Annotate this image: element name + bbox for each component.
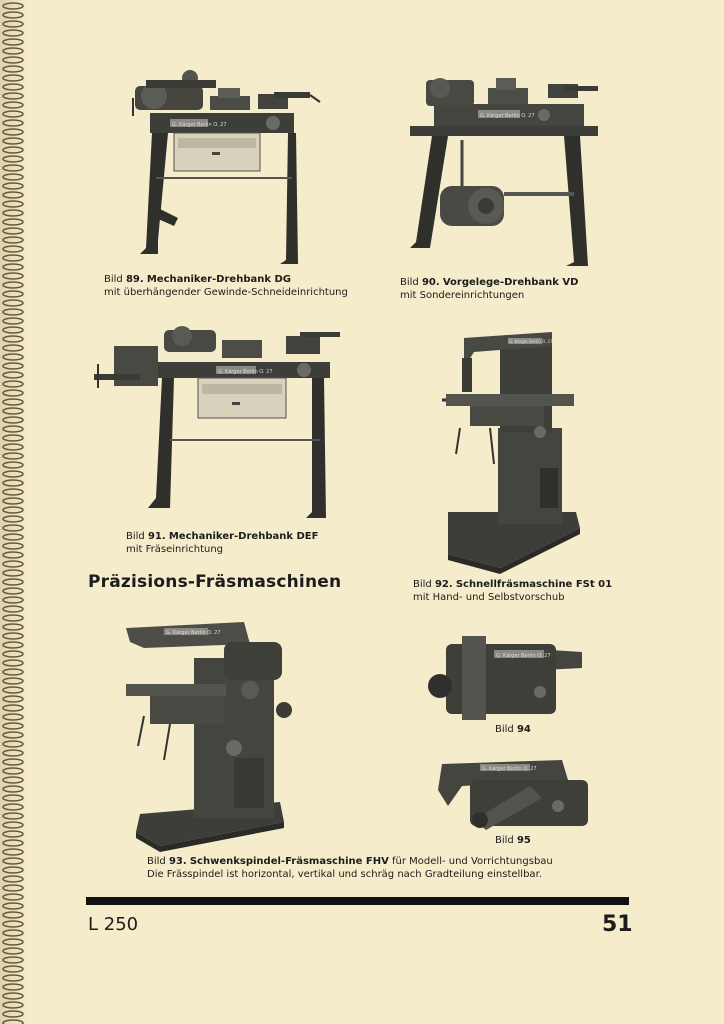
spiral-coil: [3, 39, 23, 45]
spiral-coil: [3, 255, 23, 261]
spiral-coil: [3, 876, 23, 882]
spiral-coil: [3, 552, 23, 558]
spiral-coil: [3, 741, 23, 747]
spiral-coil: [3, 561, 23, 567]
figure-title-suffix: für Modell- und Vorrichtungsbau: [392, 856, 553, 867]
spiral-coil: [3, 984, 23, 990]
figure-title: Schnellfräsmaschine FSt 01: [455, 579, 613, 590]
spiral-coil: [3, 660, 23, 666]
spiral-coil: [3, 669, 23, 675]
spiral-coil: [3, 777, 23, 783]
figure-91-image: [90, 322, 346, 522]
figure-number: 93.: [168, 856, 187, 867]
figure-94-plate: G. Kärger Berlin O. 27: [496, 653, 551, 659]
spiral-coil: [3, 642, 23, 648]
spiral-coil: [3, 948, 23, 954]
figure-95-image: [434, 746, 592, 830]
figure-89-plate: G. Kärger Berlin O. 27: [172, 122, 227, 128]
figure-90-caption: [400, 276, 578, 302]
figure-91-caption: [126, 530, 318, 556]
spiral-coil: [3, 795, 23, 801]
figure-title: Schwenkspindel-Fräsmaschine FHV: [189, 856, 389, 867]
spiral-coil: [3, 84, 23, 90]
spiral-coil: [3, 174, 23, 180]
figure-93-caption: [147, 855, 553, 881]
figure-number: 89.: [125, 274, 144, 285]
spiral-coil: [3, 939, 23, 945]
spiral-coil: [3, 606, 23, 612]
spiral-coil: [3, 219, 23, 225]
spiral-coil: [3, 813, 23, 819]
spiral-coil: [3, 183, 23, 189]
spiral-coil: [3, 624, 23, 630]
spiral-coil: [3, 912, 23, 918]
spiral-coil: [3, 327, 23, 333]
spiral-coil: [3, 993, 23, 999]
spiral-coil: [3, 822, 23, 828]
spiral-coil: [3, 471, 23, 477]
figure-90-image: [404, 66, 604, 272]
spiral-coil: [3, 1011, 23, 1017]
spiral-coil: [3, 390, 23, 396]
caption-prefix: Bild: [400, 277, 419, 288]
spiral-coil: [3, 372, 23, 378]
spiral-coil: [3, 192, 23, 198]
footer-rule: [86, 897, 629, 905]
spiral-coil: [3, 354, 23, 360]
figure-89-caption: [104, 273, 348, 299]
spiral-coil: [3, 453, 23, 459]
spiral-coil: [3, 597, 23, 603]
spiral-coil: [3, 201, 23, 207]
spiral-coil: [3, 957, 23, 963]
spiral-coil: [3, 120, 23, 126]
figure-90-plate: G. Kärger Berlin O. 27: [480, 113, 535, 119]
caption-prefix: Bild: [147, 856, 166, 867]
figure-92-plate: G. Kärger Berlin O. 27: [509, 339, 553, 344]
caption-prefix: Bild: [495, 724, 514, 735]
spiral-coil: [3, 345, 23, 351]
spiral-coil: [3, 48, 23, 54]
spiral-coil: [3, 921, 23, 927]
spiral-coil: [3, 318, 23, 324]
figure-94-image: [426, 626, 586, 722]
spiral-coil: [3, 165, 23, 171]
figure-92-image: [440, 328, 584, 574]
figure-number: 90.: [421, 277, 440, 288]
figure-title: Mechaniker-Drehbank DG: [146, 274, 291, 285]
spiral-coil: [3, 129, 23, 135]
spiral-coil: [3, 858, 23, 864]
spiral-coil: [3, 147, 23, 153]
figure-number: 92.: [434, 579, 453, 590]
spiral-coil: [3, 516, 23, 522]
spiral-coil: [3, 633, 23, 639]
section-heading: Präzisions-Fräsmaschinen: [88, 572, 342, 592]
caption-prefix: Bild: [495, 835, 514, 846]
figure-number: 95: [516, 835, 531, 846]
spiral-coil: [3, 714, 23, 720]
spiral-coil: [3, 336, 23, 342]
spiral-coil: [3, 21, 23, 27]
spiral-coil: [3, 525, 23, 531]
spiral-coil: [3, 111, 23, 117]
spiral-coil: [3, 273, 23, 279]
caption-prefix: Bild: [126, 531, 145, 542]
spiral-coil: [3, 102, 23, 108]
spiral-coil: [3, 894, 23, 900]
figure-95-plate: G. Kärger Berlin O. 27: [482, 766, 537, 772]
spiral-binding: [0, 0, 30, 1024]
spiral-coil: [3, 282, 23, 288]
spiral-coil: [3, 237, 23, 243]
figure-94-caption: [495, 723, 531, 736]
spiral-coil: [3, 498, 23, 504]
figure-title: Mechaniker-Drehbank DEF: [168, 531, 319, 542]
spiral-coil: [3, 723, 23, 729]
spiral-coil: [3, 840, 23, 846]
figure-91-plate: G. Kärger Berlin O. 27: [218, 369, 273, 375]
spiral-coil: [3, 507, 23, 513]
spiral-coil: [3, 768, 23, 774]
spiral-coil: [3, 408, 23, 414]
spiral-coil: [3, 903, 23, 909]
spiral-coil: [3, 30, 23, 36]
figure-93-image: [124, 618, 296, 852]
spiral-coil: [3, 615, 23, 621]
figure-title: Vorgelege-Drehbank VD: [442, 277, 579, 288]
spiral-coil: [3, 732, 23, 738]
spiral-coil: [3, 435, 23, 441]
figure-subtitle: mit Sondereinrichtungen: [400, 290, 525, 301]
spiral-coil: [3, 309, 23, 315]
spiral-coil: [3, 570, 23, 576]
figure-95-caption: [495, 834, 531, 847]
spiral-coil: [3, 678, 23, 684]
spiral-coil: [3, 75, 23, 81]
figure-subtitle: mit Fräseinrichtung: [126, 544, 224, 555]
figure-number: 94: [516, 724, 531, 735]
spiral-coil: [3, 1020, 23, 1024]
spiral-coil: [3, 705, 23, 711]
spiral-coil: [3, 831, 23, 837]
figure-subtitle: mit überhängender Gewinde-Schneideinrichtung: [104, 287, 348, 298]
spiral-coil: [3, 444, 23, 450]
spiral-coil: [3, 264, 23, 270]
figure-subtitle: Die Frässpindel ist horizontal, vertikal und schräg nach Gradteilung einstellbar.: [147, 869, 542, 880]
spiral-coil: [3, 381, 23, 387]
caption-prefix: Bild: [413, 579, 432, 590]
spiral-coil: [3, 759, 23, 765]
figure-89-image: [128, 58, 328, 268]
figure-subtitle: mit Hand- und Selbstvorschub: [413, 592, 565, 603]
spiral-coil: [3, 12, 23, 18]
spiral-coil: [3, 363, 23, 369]
spiral-coil: [3, 651, 23, 657]
page-number: 51: [602, 912, 633, 937]
spiral-coil: [3, 426, 23, 432]
spiral-coil: [3, 975, 23, 981]
spiral-coil: [3, 696, 23, 702]
spiral-coil: [3, 66, 23, 72]
spiral-coil: [3, 57, 23, 63]
spiral-coil: [3, 489, 23, 495]
spiral-coil: [3, 138, 23, 144]
spiral-coil: [3, 210, 23, 216]
catalog-code: L 250: [88, 914, 139, 935]
spiral-coil: [3, 849, 23, 855]
spiral-coil: [3, 246, 23, 252]
caption-prefix: Bild: [104, 274, 123, 285]
spiral-coil: [3, 417, 23, 423]
spiral-coil: [3, 750, 23, 756]
spiral-coil: [3, 579, 23, 585]
spiral-coil: [3, 228, 23, 234]
spiral-coil: [3, 867, 23, 873]
spiral-coil: [3, 1002, 23, 1008]
spiral-coil: [3, 885, 23, 891]
spiral-coil: [3, 480, 23, 486]
figure-number: 91.: [147, 531, 166, 542]
spiral-coil: [3, 588, 23, 594]
spiral-coil: [3, 93, 23, 99]
figure-93-plate: G. Kärger Berlin O. 27: [166, 630, 221, 636]
spiral-coil: [3, 399, 23, 405]
spiral-coil: [3, 156, 23, 162]
spiral-coil: [3, 462, 23, 468]
figure-92-caption: [413, 578, 612, 604]
spiral-coil: [3, 786, 23, 792]
spiral-coil: [3, 291, 23, 297]
spiral-coil: [3, 804, 23, 810]
spiral-coil: [3, 534, 23, 540]
spiral-coil: [3, 966, 23, 972]
spiral-coil: [3, 930, 23, 936]
spiral-coil: [3, 687, 23, 693]
spiral-coil: [3, 300, 23, 306]
spiral-coil: [3, 543, 23, 549]
spiral-coil: [3, 3, 23, 9]
